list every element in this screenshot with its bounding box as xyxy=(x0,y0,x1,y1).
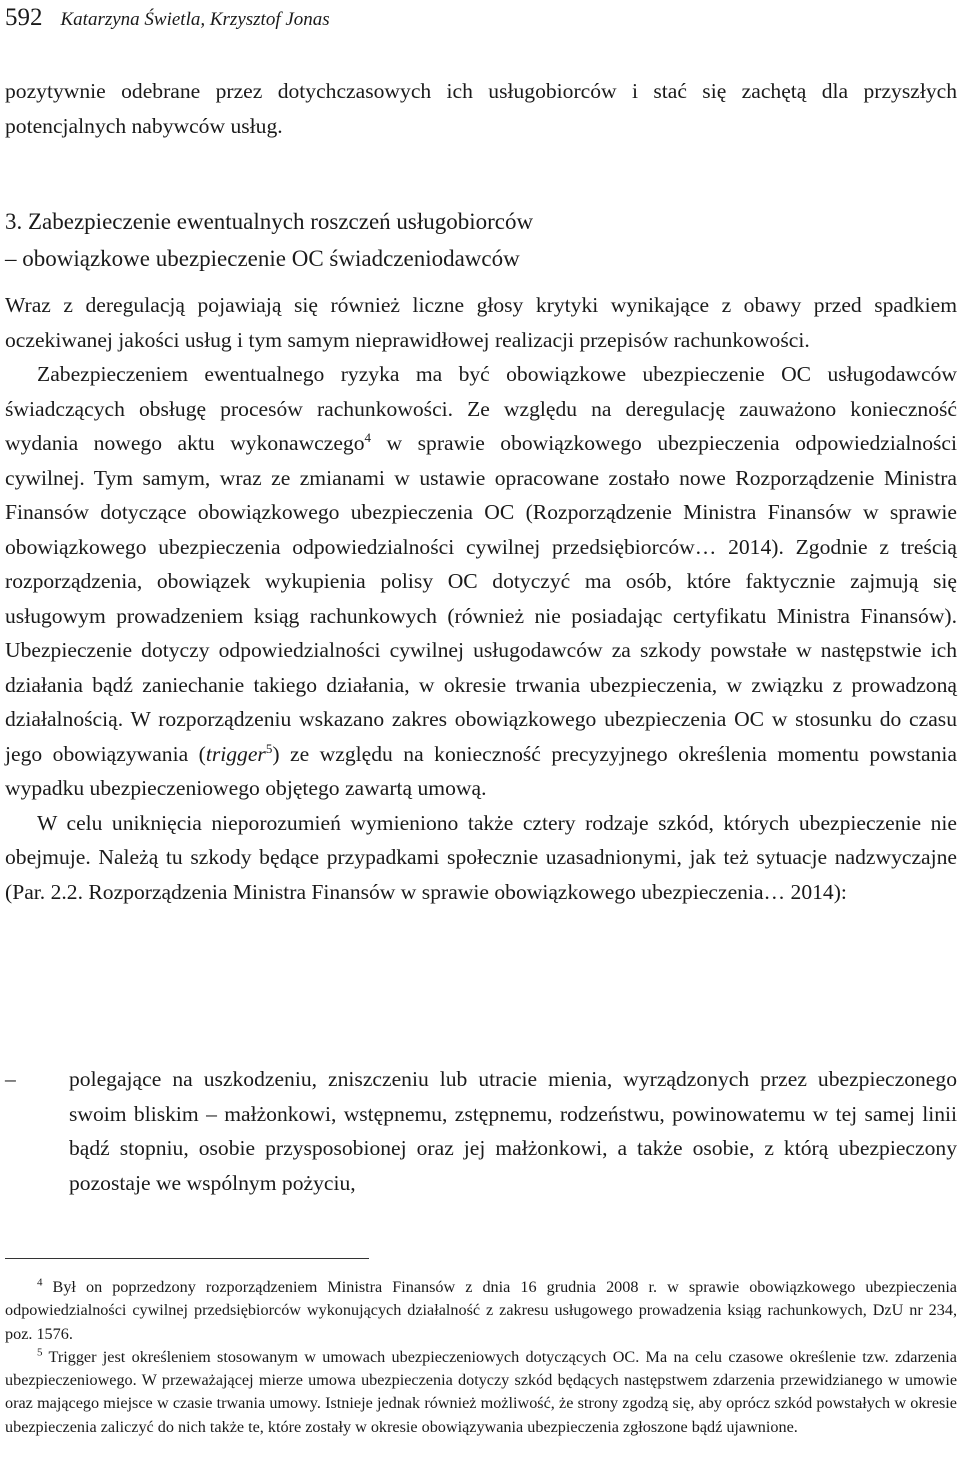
footnote-4-number: 4 xyxy=(37,1276,43,1289)
footnote-5-text: Trigger jest określeniem stosowanym w umowach ubezpieczeniowych dotyczących OC. Ma na celu czasowe określenie tzw. zdarzenia ubezpieczeniowego. W przeważającej mierze umowa ubezpieczenia dotyczy szkód będących następstwem zdarzenia przewidzianego w umowie oraz mającego miejsce w czasie trwania umowy. Istnieje jednak również możliwość, że strony zgodzą się, aby oprócz szkód powstałych w okresie ubezpieczenia zaliczyć do nich także te, które zostały w okresie obowiązywania ubezpieczenia zgłoszone bądź ujawnione. xyxy=(5,1347,957,1436)
footnotes xyxy=(5,1276,957,1439)
running-head xyxy=(5,4,330,32)
footnote-4 xyxy=(5,1276,957,1346)
footnote-5 xyxy=(5,1346,957,1439)
footnote-ref-4[interactable]: 4 xyxy=(364,429,372,445)
paragraph-2-part-c: ) ze względu na konieczność precyzyjnego określenia momentu powstania wypadku ubezpieczeniowego objętego zawartą umową. xyxy=(5,741,957,800)
page-number: 592 xyxy=(5,4,43,31)
paragraph-1: Wraz z deregulacją pojawiają się również liczne głosy krytyki wynikające z obawy przed spadkiem oczekiwanej jakości usług i tym samym nieprawidłowej realizacji przepisów rachunkowości. xyxy=(5,293,957,352)
paragraph-2-part-a: Zabezpieczeniem ewentualnego ryzyka ma być obowiązkowe ubezpieczenie OC usługodawców świadczących obsługę procesów rachunkowości. Ze względu na deregulację zauważono konieczność wydania nowego aktu wykonawczego xyxy=(5,362,957,455)
running-authors: Katarzyna Świetla, Krzysztof Jonas xyxy=(60,9,330,30)
section-heading xyxy=(5,203,957,277)
trigger-term: trigger xyxy=(205,741,266,766)
main-text-block xyxy=(5,288,957,909)
list-item xyxy=(5,1062,957,1200)
footnote-5-number: 5 xyxy=(37,1346,43,1359)
list-item-text: polegające na uszkodzeniu, zniszczeniu lub utracie mienia, wyrządzonych przez ubezpieczonego swoim bliskim – małżonkowi, wstępnemu, zstępnemu, rodzeństwu, powinowatemu w tej samej linii bądź stopniu, osobie przysposobionej oraz jej małżonkowi, a także osobie, z którą ubezpieczony pozostaje we wspólnym pożyciu, xyxy=(69,1067,957,1195)
footnote-ref-5[interactable]: 5 xyxy=(265,740,273,756)
paragraph-3: W celu uniknięcia nieporozumień wymieniono także cztery rodzaje szkód, których ubezpieczenie nie obejmuje. Należą tu szkody będące przypadkami społecznie uzasadnionymi, jak też sytuacje nadzwyczajne (Par. 2.2. Rozporządzenia Ministra Finansów w sprawie obowiązkowego ubezpieczenia… 2014): xyxy=(5,810,957,904)
paragraph-2 xyxy=(5,357,957,806)
footnote-divider xyxy=(5,1258,369,1259)
section-heading-line1: 3. Zabezpieczenie ewentualnych roszczeń usługobiorców xyxy=(5,209,534,234)
paragraph-2-part-b: w sprawie obowiązkowego ubezpieczenia odpowiedzialności cywilnej. Tym samym, wraz ze zmianami w ustawie opracowane zostało nowe Rozporządzenie Ministra Finansów dotyczące obowiązkowego ubezpieczenia OC (Rozporządzenie Ministra Finansów w sprawie obowiązkowego ubezpieczenia odpowiedzialności cywilnej przedsiębiorców… 2014). Zgodnie z treścią rozporządzenia, obowiązek wykupienia polisy OC dotyczyć ma osób, które faktycznie zajmują się usługowym prowadzeniem ksiąg rachunkowych (również nie posiadając certyfikatu Ministra Finansów). Ubezpieczenie dotyczy odpowiedzialności cywilnej usługodawców za szkody powstałe w następstwie ich działania bądź zaniechanie takiego działania, w okresie trwania ubezpieczenia, w związku z prowadzoną działalnością. W rozporządzeniu wskazano zakres obowiązkowego ubezpieczenia OC w stosunku do czasu jego obowiązywania ( xyxy=(5,431,958,766)
section-heading-line2: – obowiązkowe ubezpieczenie OC świadczeniodawców xyxy=(5,246,520,271)
exclusions-list xyxy=(5,1062,957,1200)
intro-paragraph-block xyxy=(5,74,957,143)
intro-paragraph: pozytywnie odebrane przez dotychczasowych ich usługobiorców i stać się zachętą dla przyszłych potencjalnych nabywców usług. xyxy=(5,79,957,138)
footnote-4-text: Był on poprzedzony rozporządzeniem Ministra Finansów z dnia 16 grudnia 2008 r. w sprawie obowiązkowego ubezpieczenia odpowiedzialności cywilnej przedsiębiorców wykonujących działalność z zakresu usługowego prowadzenia ksiąg rachunkowych, DzU nr 234, poz. 1576. xyxy=(5,1278,957,1343)
list-dash: – xyxy=(5,1067,16,1091)
